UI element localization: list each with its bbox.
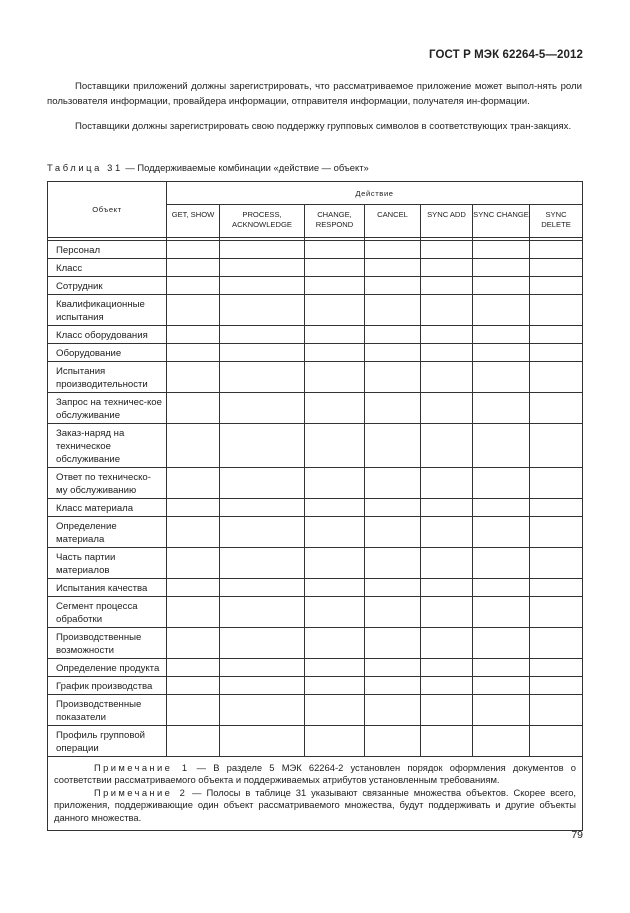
object-name-cell: Персонал: [48, 241, 167, 259]
support-cell: [421, 548, 473, 579]
support-cell: [167, 628, 220, 659]
support-cell: [305, 277, 365, 295]
support-cell: [473, 277, 530, 295]
support-cell: [365, 362, 421, 393]
support-cell: [305, 424, 365, 468]
support-cell: [365, 259, 421, 277]
support-cell: [365, 548, 421, 579]
table-row: [48, 259, 583, 277]
support-cell: [365, 241, 421, 259]
table-row: [48, 579, 583, 597]
support-cell: [305, 579, 365, 597]
support-cell: [530, 468, 583, 499]
support-cell: [220, 579, 305, 597]
object-name-cell: Ответ по техническо-му обслуживанию: [48, 468, 167, 499]
support-cell: [365, 393, 421, 424]
support-cell: [473, 517, 530, 548]
support-cell: [167, 695, 220, 726]
support-cell: [473, 726, 530, 757]
note-1-label: Примечание 1: [94, 762, 190, 773]
table-row: [48, 277, 583, 295]
support-cell: [530, 499, 583, 517]
object-name-cell: Класс оборудования: [48, 326, 167, 344]
support-cell: [365, 726, 421, 757]
support-cell: [421, 241, 473, 259]
support-cell: [167, 597, 220, 628]
object-name-cell: Испытания производительности: [48, 362, 167, 393]
table-row: [48, 326, 583, 344]
support-cell: [305, 677, 365, 695]
support-cell: [365, 659, 421, 677]
support-cell: [421, 344, 473, 362]
support-cell: [220, 548, 305, 579]
action-group-header: Действие: [167, 182, 583, 205]
support-cell: [305, 362, 365, 393]
support-cell: [167, 362, 220, 393]
object-name-cell: Запрос на техничес-кое обслуживание: [48, 393, 167, 424]
support-cell: [305, 628, 365, 659]
support-cell: [220, 726, 305, 757]
support-cell: [421, 393, 473, 424]
support-cell: [473, 548, 530, 579]
object-name-cell: Заказ-наряд на техническое обслуживание: [48, 424, 167, 468]
object-name-cell: Производственные показатели: [48, 695, 167, 726]
support-cell: [530, 695, 583, 726]
action-column-header: GET, SHOW: [167, 205, 220, 238]
support-cell: [530, 326, 583, 344]
note-2-text: — Полосы в таблице 31 указывают связанные множества объектов. Скорее всего, приложения, поддерживающие один объект рассматриваемого множества, будут поддерживать и другие объекты данного множества.: [54, 786, 577, 823]
note-2-label: Примечание 2: [94, 786, 188, 798]
action-column-header: SYNC ADD: [421, 205, 473, 238]
support-cell: [220, 344, 305, 362]
support-cell: [220, 468, 305, 499]
support-cell: [167, 726, 220, 757]
support-cell: [220, 241, 305, 259]
support-cell: [305, 659, 365, 677]
table-notes: [48, 757, 583, 831]
support-cell: [220, 597, 305, 628]
support-cell: [473, 259, 530, 277]
support-cell: [167, 259, 220, 277]
support-cell: [167, 579, 220, 597]
support-cell: [365, 295, 421, 326]
support-cell: [421, 499, 473, 517]
support-cell: [530, 597, 583, 628]
support-cell: [530, 241, 583, 259]
support-cell: [220, 695, 305, 726]
table-row: [48, 344, 583, 362]
support-cell: [473, 499, 530, 517]
support-cell: [421, 468, 473, 499]
support-cell: [530, 295, 583, 326]
object-name-cell: Часть партии материалов: [48, 548, 167, 579]
support-cell: [305, 597, 365, 628]
support-cell: [305, 259, 365, 277]
support-cell: [530, 659, 583, 677]
support-cell: [220, 677, 305, 695]
support-cell: [365, 597, 421, 628]
table-row: [48, 499, 583, 517]
support-cell: [305, 517, 365, 548]
support-cell: [305, 726, 365, 757]
table-row: [48, 628, 583, 659]
document-code: ГОСТ Р МЭК 62264-5—2012: [429, 49, 583, 61]
support-cell: [473, 241, 530, 259]
table-row: [48, 295, 583, 326]
note-1-text: — В разделе 5 МЭК 62264-2 установлен порядок оформления документов о соответствии рассматриваемого объекта и поддерживаемых атрибутов установленным требованиям.: [54, 762, 577, 786]
support-cell: [473, 362, 530, 393]
table-row: [48, 677, 583, 695]
action-column-header: PROCESS, ACKNOWLEDGE: [220, 205, 305, 238]
table-row: [48, 695, 583, 726]
support-cell: [365, 499, 421, 517]
support-cell: [473, 295, 530, 326]
action-column-header: CANCEL: [365, 205, 421, 238]
object-name-cell: Оборудование: [48, 344, 167, 362]
support-cell: [421, 362, 473, 393]
table-row: [48, 362, 583, 393]
support-cell: [421, 326, 473, 344]
support-cell: [421, 628, 473, 659]
support-cell: [530, 677, 583, 695]
support-cell: [167, 659, 220, 677]
object-name-cell: Квалификационные испытания: [48, 295, 167, 326]
object-name-cell: Определение продукта: [48, 659, 167, 677]
support-cell: [530, 517, 583, 548]
support-cell: [365, 579, 421, 597]
table-caption-label: Таблица 31: [47, 162, 123, 173]
support-cell: [421, 726, 473, 757]
object-name-cell: Определение материала: [48, 517, 167, 548]
support-cell: [167, 241, 220, 259]
actions-objects-table: [47, 181, 583, 831]
table-row: [48, 468, 583, 499]
support-cell: [530, 424, 583, 468]
action-column-header: SYNC DELETE: [530, 205, 583, 238]
support-cell: [305, 695, 365, 726]
support-cell: [473, 677, 530, 695]
support-cell: [305, 468, 365, 499]
table-row: [48, 597, 583, 628]
page-number: 79: [571, 829, 583, 841]
table-row: [48, 548, 583, 579]
support-cell: [365, 677, 421, 695]
support-cell: [220, 295, 305, 326]
object-name-cell: График производства: [48, 677, 167, 695]
support-cell: [473, 393, 530, 424]
paragraph-1: Поставщики приложений должны зарегистрировать, что рассматриваемое приложение может выпол-нять роли пользователя информации, провайдера информации, отправителя информации, получателя ин-формации.: [47, 81, 582, 107]
support-cell: [421, 597, 473, 628]
support-cell: [305, 295, 365, 326]
support-cell: [473, 424, 530, 468]
support-cell: [220, 424, 305, 468]
support-cell: [365, 424, 421, 468]
action-column-header: SYNC CHANGE: [473, 205, 530, 238]
support-cell: [365, 695, 421, 726]
object-name-cell: Класс: [48, 259, 167, 277]
table-row: [48, 424, 583, 468]
support-cell: [530, 344, 583, 362]
support-cell: [167, 393, 220, 424]
support-cell: [305, 548, 365, 579]
support-cell: [421, 677, 473, 695]
support-cell: [220, 277, 305, 295]
object-name-cell: Производственные возможности: [48, 628, 167, 659]
support-cell: [167, 499, 220, 517]
table-caption-text: — Поддерживаемые комбинации «действие — объект»: [125, 162, 369, 173]
support-cell: [167, 326, 220, 344]
support-cell: [305, 326, 365, 344]
support-cell: [530, 628, 583, 659]
support-cell: [530, 548, 583, 579]
table-row: [48, 659, 583, 677]
support-cell: [167, 548, 220, 579]
support-cell: [421, 695, 473, 726]
support-cell: [421, 424, 473, 468]
support-cell: [365, 277, 421, 295]
support-cell: [365, 326, 421, 344]
object-column-header: Объект: [48, 182, 167, 238]
support-cell: [305, 499, 365, 517]
support-cell: [365, 468, 421, 499]
support-cell: [473, 468, 530, 499]
support-cell: [473, 695, 530, 726]
support-cell: [530, 726, 583, 757]
support-cell: [305, 344, 365, 362]
support-cell: [305, 393, 365, 424]
support-cell: [421, 659, 473, 677]
table-row: [48, 241, 583, 259]
support-cell: [220, 362, 305, 393]
support-cell: [530, 277, 583, 295]
support-cell: [220, 517, 305, 548]
support-cell: [167, 517, 220, 548]
object-name-cell: Сотрудник: [48, 277, 167, 295]
support-cell: [167, 295, 220, 326]
object-name-cell: Класс материала: [48, 499, 167, 517]
support-cell: [421, 277, 473, 295]
support-cell: [530, 393, 583, 424]
support-cell: [167, 677, 220, 695]
support-cell: [421, 259, 473, 277]
support-cell: [365, 628, 421, 659]
note-2: [54, 787, 576, 824]
support-cell: [220, 659, 305, 677]
object-name-cell: Профиль групповой операции: [48, 726, 167, 757]
paragraph-2: Поставщики должны зарегистрировать свою поддержку групповых символов в соответствующих тран-закциях.: [75, 121, 572, 132]
support-cell: [305, 241, 365, 259]
support-cell: [167, 468, 220, 499]
object-name-cell: Сегмент процесса обработки: [48, 597, 167, 628]
support-cell: [167, 277, 220, 295]
support-cell: [220, 499, 305, 517]
table-row: [48, 517, 583, 548]
support-cell: [220, 628, 305, 659]
support-cell: [473, 344, 530, 362]
support-cell: [421, 517, 473, 548]
table-row: [48, 726, 583, 757]
support-cell: [473, 659, 530, 677]
support-cell: [220, 326, 305, 344]
support-cell: [365, 344, 421, 362]
support-cell: [530, 579, 583, 597]
support-cell: [473, 628, 530, 659]
support-cell: [530, 259, 583, 277]
support-cell: [167, 344, 220, 362]
support-cell: [473, 597, 530, 628]
support-cell: [421, 295, 473, 326]
action-column-header: CHANGE, RESPOND: [305, 205, 365, 238]
support-cell: [167, 424, 220, 468]
support-cell: [421, 579, 473, 597]
table-row: [48, 393, 583, 424]
table-caption: [47, 162, 369, 173]
object-name-cell: Испытания качества: [48, 579, 167, 597]
support-cell: [473, 326, 530, 344]
support-cell: [530, 362, 583, 393]
support-cell: [220, 393, 305, 424]
note-1: [54, 762, 576, 787]
support-cell: [365, 517, 421, 548]
support-cell: [220, 259, 305, 277]
support-cell: [473, 579, 530, 597]
